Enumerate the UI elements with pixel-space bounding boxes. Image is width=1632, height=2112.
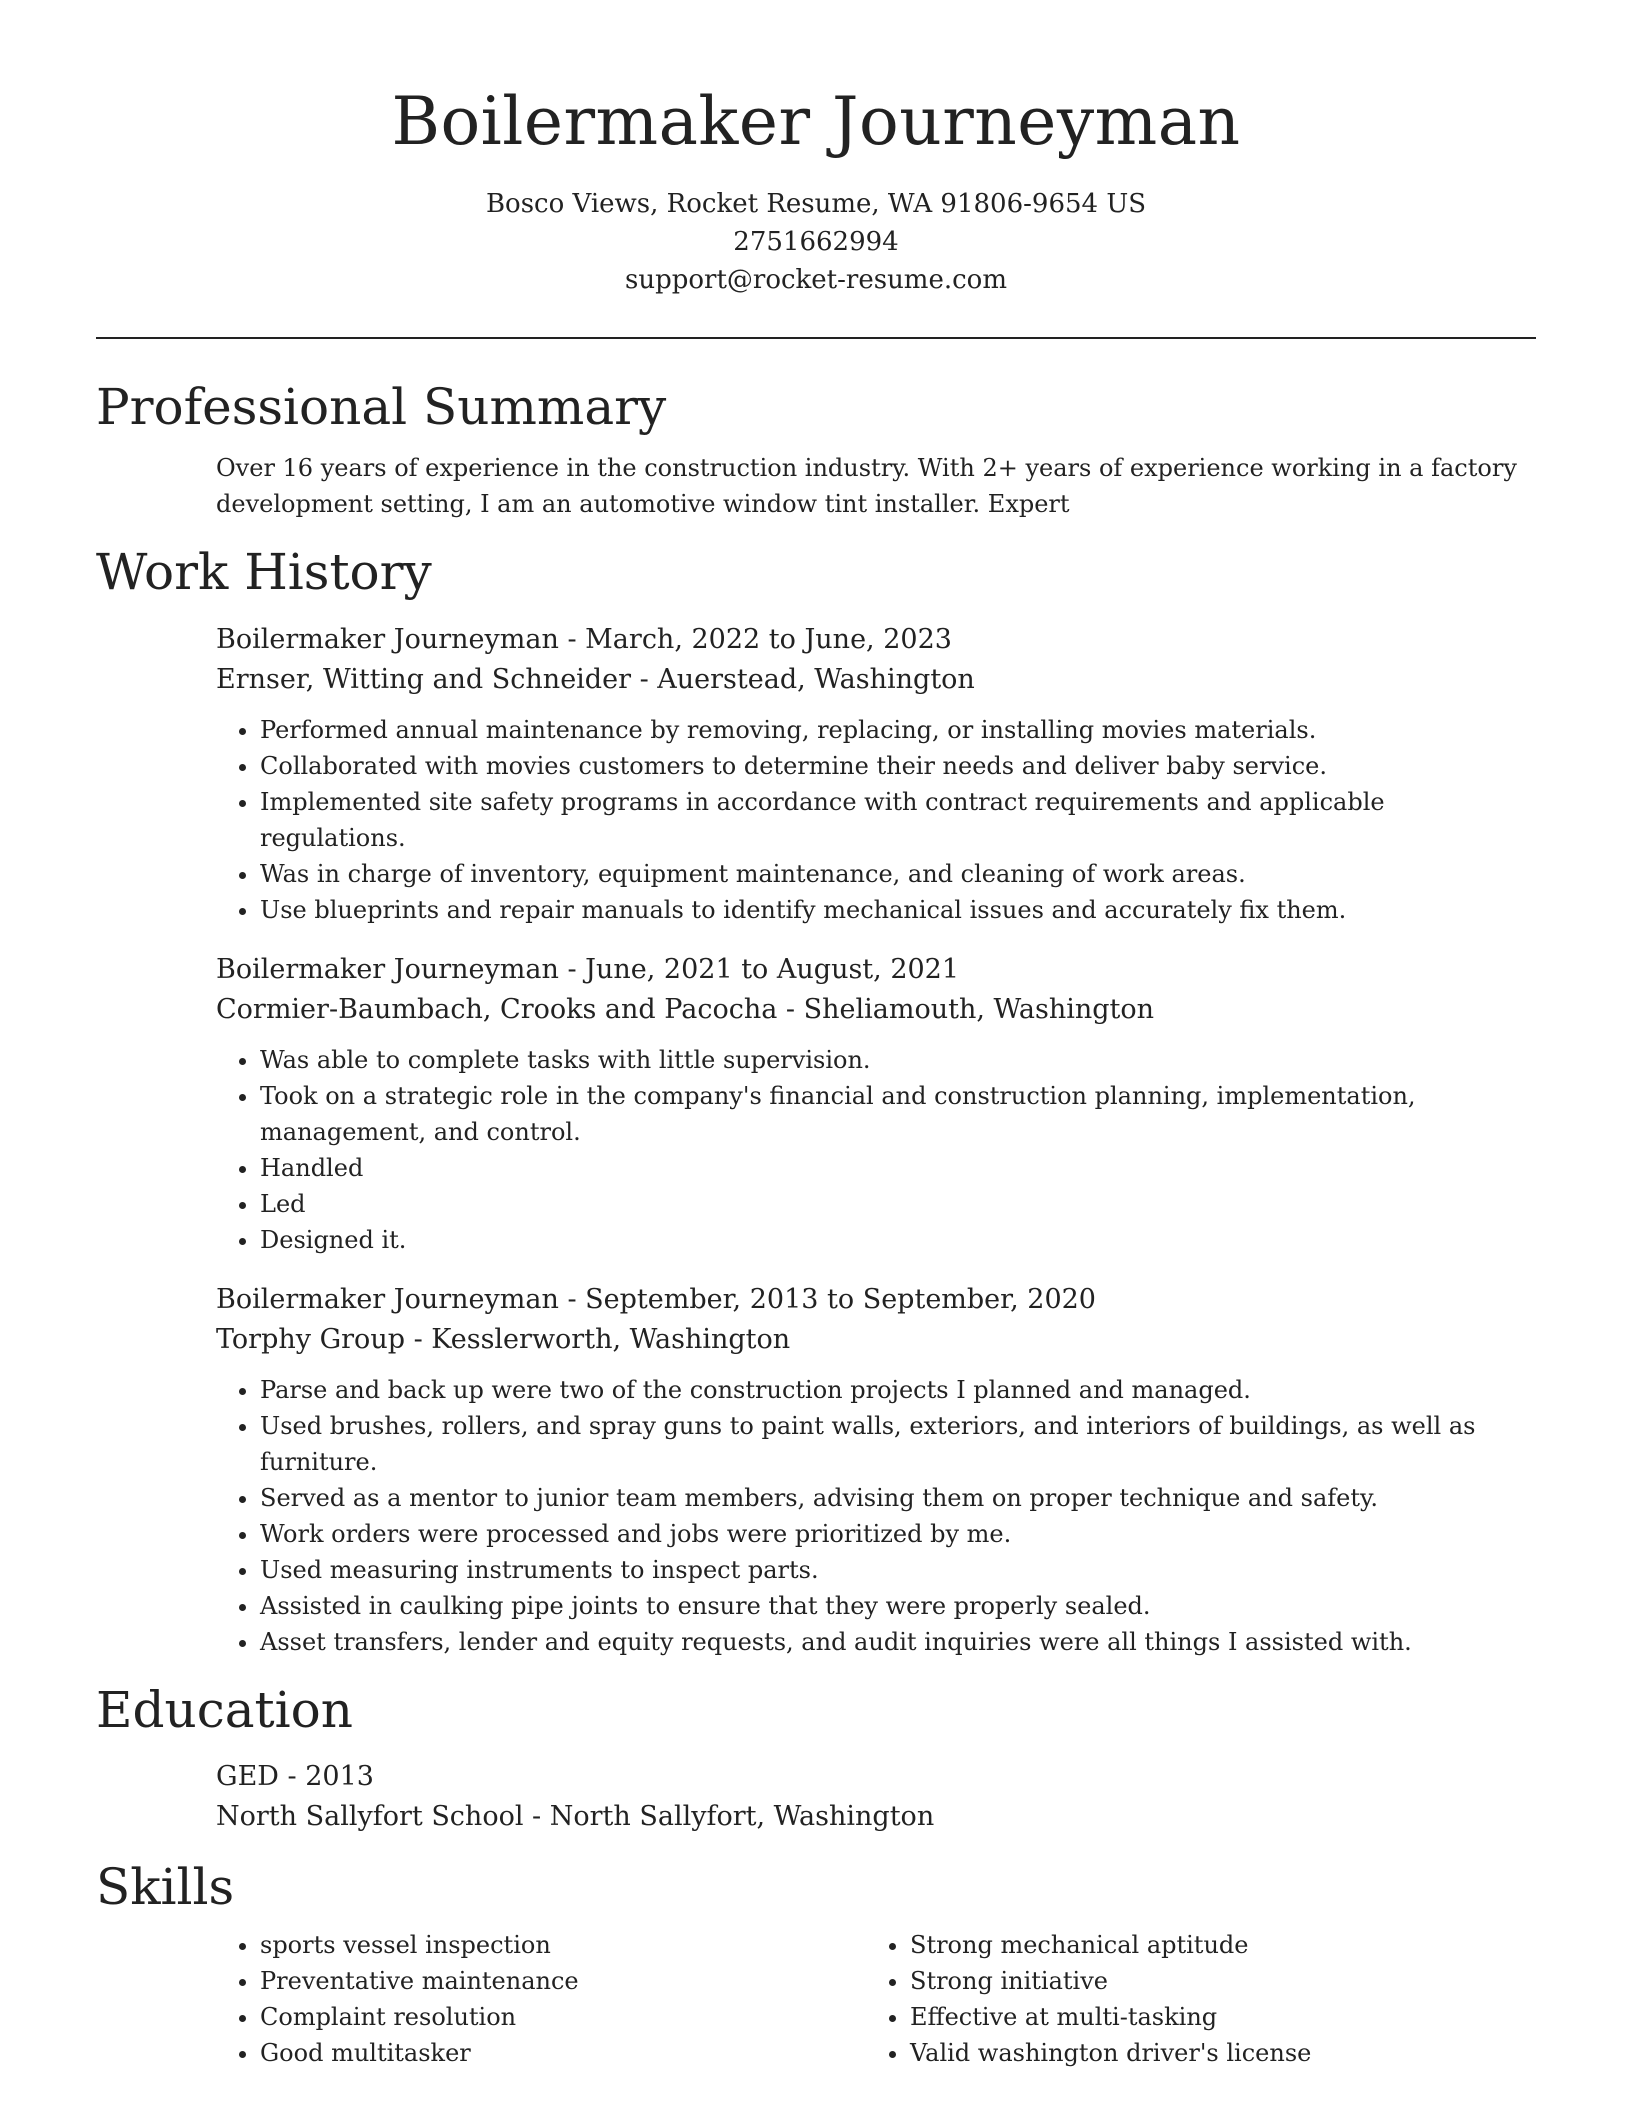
skills-columns xyxy=(96,1927,1536,2071)
job-bullets xyxy=(216,712,1536,928)
job-role: Boilermaker Journeyman xyxy=(216,1283,559,1315)
job-dates: - March, 2022 to June, 2023 xyxy=(558,623,952,655)
job-title-line xyxy=(216,950,1536,990)
education-school: North Sallyfort School xyxy=(216,1801,524,1833)
job-bullet: • Assisted in caulking pipe joints to ensure that they were properly sealed. xyxy=(260,1588,1536,1624)
resume-header xyxy=(96,0,1536,299)
education-school-line xyxy=(216,1797,1536,1837)
job-bullets xyxy=(216,1042,1536,1258)
job-bullets xyxy=(216,1372,1536,1660)
candidate-name: Boilermaker Journeyman xyxy=(391,83,1241,160)
skills-list xyxy=(866,1927,1516,2071)
job-location: - Kesslerworth, Washington xyxy=(405,1323,791,1355)
skills-section xyxy=(96,1859,1536,2071)
job-company: Torphy Group xyxy=(216,1323,405,1355)
job-bullet: • Led xyxy=(260,1186,1536,1222)
work-history-section xyxy=(96,544,1536,1660)
skill-item: • Strong mechanical aptitude xyxy=(910,1927,1516,1963)
education-entry xyxy=(96,1757,1536,1837)
job-dates: - September, 2013 to September, 2020 xyxy=(558,1283,1096,1315)
job-location: - Sheliamouth, Washington xyxy=(777,993,1155,1025)
job-company-line xyxy=(216,660,1536,700)
job-entry xyxy=(96,620,1536,928)
education-title: Education xyxy=(96,1680,353,1739)
job-bullet: • Use blueprints and repair manuals to identify mechanical issues and accurately fix them. xyxy=(260,892,1536,928)
job-entry xyxy=(96,950,1536,1258)
skill-item: • Good multitasker xyxy=(260,2035,866,2071)
job-company-line xyxy=(216,1320,1536,1360)
education-degree-line xyxy=(216,1757,1536,1797)
job-bullet: • Designed it. xyxy=(260,1222,1536,1258)
skill-item: • Strong initiative xyxy=(910,1963,1516,1999)
summary-section xyxy=(96,379,1536,523)
skill-item: • Valid washington driver's license xyxy=(910,2035,1516,2071)
work-history-title: Work History xyxy=(96,543,432,602)
skills-column-left xyxy=(216,1927,866,2071)
education-location: - North Sallyfort, Washington xyxy=(523,1801,935,1833)
job-bullet: • Parse and back up were two of the construction projects I planned and managed. xyxy=(260,1372,1536,1408)
job-company: Cormier-Baumbach, Crooks and Pacocha xyxy=(216,993,778,1025)
education-year: - 2013 xyxy=(278,1761,374,1793)
job-bullet: • Implemented site safety programs in accordance with contract requirements and applicable regulations. xyxy=(260,784,1536,856)
job-title-line xyxy=(216,620,1536,660)
job-title-line xyxy=(216,1280,1536,1320)
contact-email: support@rocket-resume.com xyxy=(624,264,1007,295)
job-bullet: • Served as a mentor to junior team members, advising them on proper technique and safety. xyxy=(260,1480,1536,1516)
skill-item: • Complaint resolution xyxy=(260,1999,866,2035)
job-bullet: • Used measuring instruments to inspect parts. xyxy=(260,1552,1536,1588)
job-company: Ernser, Witting and Schneider xyxy=(216,663,631,695)
job-bullet: • Performed annual maintenance by removing, replacing, or installing movies materials. xyxy=(260,712,1536,748)
job-bullet: • Asset transfers, lender and equity requests, and audit inquiries were all things I assisted with. xyxy=(260,1624,1536,1660)
job-company-line xyxy=(216,990,1536,1030)
job-bullet: • Used brushes, rollers, and spray guns to paint walls, exteriors, and interiors of buildings, as well as furniture. xyxy=(260,1408,1536,1480)
job-bullet: • Handled xyxy=(260,1150,1536,1186)
summary-text: Over 16 years of experience in the construction industry. With 2+ years of experience working in a factory development setting, I am an automotive window tint installer. Expert xyxy=(216,454,1517,519)
job-role: Boilermaker Journeyman xyxy=(216,623,559,655)
job-bullet: • Collaborated with movies customers to determine their needs and deliver baby service. xyxy=(260,748,1536,784)
skill-item: • Effective at multi-tasking xyxy=(910,1999,1516,2035)
summary-title: Professional Summary xyxy=(96,377,667,436)
job-role: Boilermaker Journeyman xyxy=(216,953,559,985)
skill-item: • Preventative maintenance xyxy=(260,1963,866,1999)
header-divider xyxy=(96,337,1536,339)
skills-list xyxy=(216,1927,866,2071)
contact-phone: 2751662994 xyxy=(733,226,899,257)
skill-item: • sports vessel inspection xyxy=(260,1927,866,1963)
job-bullet: • Was in charge of inventory, equipment maintenance, and cleaning of work areas. xyxy=(260,856,1536,892)
job-bullet: • Work orders were processed and jobs were prioritized by me. xyxy=(260,1516,1536,1552)
job-bullet: • Took on a strategic role in the company's financial and construction planning, implementation, management, and control. xyxy=(260,1078,1536,1150)
education-section xyxy=(96,1682,1536,1838)
job-location: - Auerstead, Washington xyxy=(630,663,975,695)
job-dates: - June, 2021 to August, 2021 xyxy=(558,953,960,985)
job-bullet: • Was able to complete tasks with little supervision. xyxy=(260,1042,1536,1078)
contact-info xyxy=(96,185,1536,299)
contact-address: Bosco Views, Rocket Resume, WA 91806-9654 US xyxy=(485,188,1147,219)
skills-column-right xyxy=(866,1927,1516,2071)
education-degree: GED xyxy=(216,1761,279,1793)
skills-title: Skills xyxy=(96,1858,235,1917)
job-entry xyxy=(96,1280,1536,1660)
